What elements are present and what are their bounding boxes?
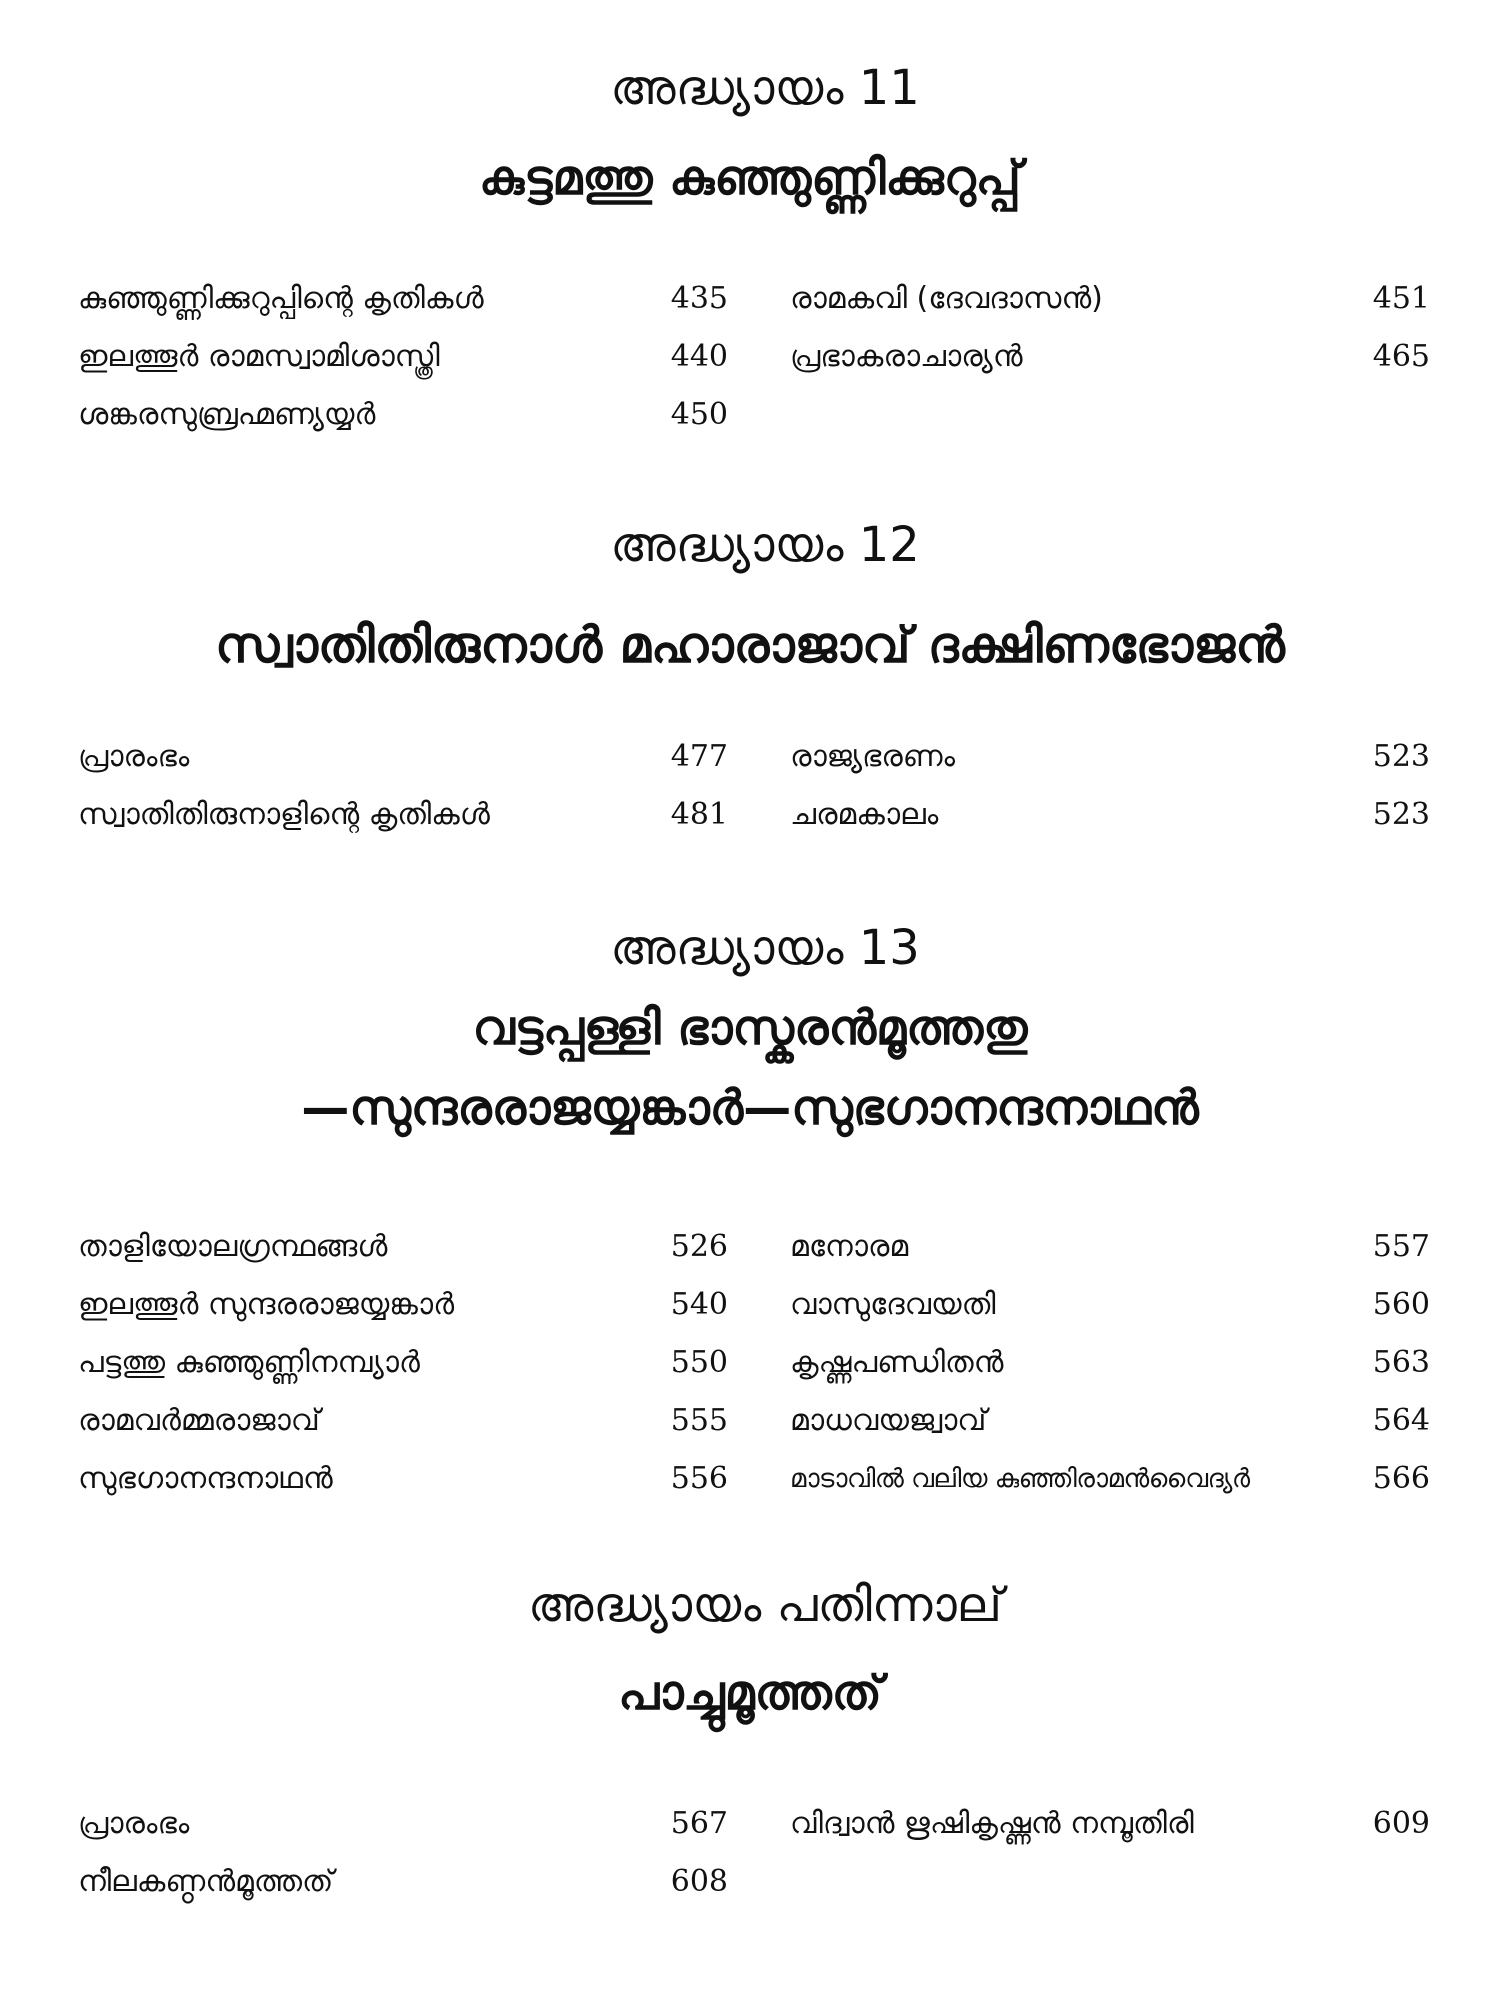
entry-label: മനോരമ bbox=[790, 1229, 909, 1264]
toc-entry[interactable] bbox=[78, 386, 728, 444]
toc-entry[interactable] bbox=[790, 328, 1430, 386]
entry-page-number: 557 bbox=[1372, 1229, 1430, 1264]
toc-entry[interactable] bbox=[78, 1392, 728, 1450]
entries-left-column bbox=[78, 1218, 728, 1508]
toc-entry[interactable] bbox=[78, 728, 728, 786]
entry-label: രാമവർമ്മരാജാവ് bbox=[78, 1403, 320, 1438]
entry-page-number: 540 bbox=[670, 1287, 728, 1322]
entry-page-number: 563 bbox=[1372, 1345, 1430, 1380]
entry-page-number: 450 bbox=[670, 397, 728, 432]
entries-right-column bbox=[790, 1795, 1430, 1853]
entry-page-number: 451 bbox=[1372, 281, 1430, 316]
entry-page-number: 566 bbox=[1372, 1461, 1430, 1496]
toc-entry[interactable] bbox=[78, 1334, 728, 1392]
entry-page-number: 477 bbox=[670, 739, 728, 774]
chapter-subtitle: —സുന്ദരരാജയ്യങ്കാർ—സുഭഗാനന്ദനാഥൻ bbox=[301, 1080, 1199, 1136]
entry-page-number: 523 bbox=[1372, 797, 1430, 832]
entries-left-column bbox=[78, 1795, 728, 1911]
entry-label: പ്രാരംഭം bbox=[78, 1806, 190, 1841]
entry-label: പ്രഭാകരാചാര്യൻ bbox=[790, 339, 1023, 374]
entry-page-number: 550 bbox=[670, 1345, 728, 1380]
entry-label: രാജ്യഭരണം bbox=[790, 739, 956, 774]
toc-entry[interactable] bbox=[78, 1276, 728, 1334]
toc-entry[interactable] bbox=[78, 1795, 728, 1853]
chapter-title: സ്വാതിതിരുനാൾ മഹാരാജാവ് ദക്ഷിണഭോജൻ bbox=[215, 616, 1285, 674]
toc-entry[interactable] bbox=[78, 1450, 728, 1508]
entry-page-number: 608 bbox=[670, 1864, 728, 1899]
entry-label: വാസുദേവയതി bbox=[790, 1287, 996, 1322]
chapter-number: അദ്ധ്യായം 12 bbox=[610, 517, 920, 573]
entry-label: പട്ടത്തു കുഞ്ഞുണ്ണിനമ്പ്യാർ bbox=[78, 1345, 420, 1380]
entries-right-column bbox=[790, 728, 1430, 844]
toc-entry[interactable] bbox=[790, 270, 1430, 328]
entries-left-column bbox=[78, 270, 728, 444]
entry-label: മാധവയജ്വാവ് bbox=[790, 1403, 987, 1438]
toc-entry[interactable] bbox=[790, 1392, 1430, 1450]
entry-page-number: 435 bbox=[670, 281, 728, 316]
toc-entry[interactable] bbox=[790, 1334, 1430, 1392]
toc-entry[interactable] bbox=[790, 1450, 1430, 1508]
entry-label: ഇലത്തൂർ സുന്ദരരാജയ്യങ്കാർ bbox=[78, 1287, 455, 1322]
entry-label: കൃഷ്ണപണ്ഡിതൻ bbox=[790, 1345, 1004, 1380]
entry-page-number: 465 bbox=[1372, 339, 1430, 374]
entries-right-column bbox=[790, 1218, 1430, 1508]
chapter-13-header bbox=[0, 918, 1500, 1138]
entry-page-number: 481 bbox=[670, 797, 728, 832]
entry-label: ശങ്കരസുബ്രഹ്മണ്യയ്യർ bbox=[78, 397, 376, 432]
toc-entry[interactable] bbox=[790, 1276, 1430, 1334]
entry-page-number: 440 bbox=[670, 339, 728, 374]
chapter-number: അദ്ധ്യായം 13 bbox=[610, 920, 920, 976]
entry-page-number: 560 bbox=[1372, 1287, 1430, 1322]
toc-entry[interactable] bbox=[78, 270, 728, 328]
entry-page-number: 564 bbox=[1372, 1403, 1430, 1438]
entry-label: വിദ്വാൻ ഋഷികൃഷ്ണൻ നമ്പൂതിരി bbox=[790, 1806, 1194, 1841]
entry-label: സ്വാതിതിരുനാളിന്റെ കൃതികൾ bbox=[78, 797, 490, 832]
entry-page-number: 556 bbox=[670, 1461, 728, 1496]
entry-label: സുഭഗാനന്ദനാഥൻ bbox=[78, 1461, 333, 1496]
chapter-title: പാച്ചുമൂത്തത് bbox=[618, 1665, 882, 1721]
toc-entry[interactable] bbox=[790, 728, 1430, 786]
toc-entry[interactable] bbox=[790, 1795, 1430, 1853]
entry-page-number: 555 bbox=[670, 1403, 728, 1438]
toc-entry[interactable] bbox=[78, 1853, 728, 1911]
entry-label: കുഞ്ഞുണ്ണിക്കുറുപ്പിന്റെ കൃതികൾ bbox=[78, 281, 484, 316]
toc-entry[interactable] bbox=[790, 1218, 1430, 1276]
entry-label: ചരമകാലം bbox=[790, 797, 939, 832]
toc-entry[interactable] bbox=[790, 786, 1430, 844]
toc-entry[interactable] bbox=[78, 786, 728, 844]
entry-label: താളിയോലഗ്രന്ഥങ്ങൾ bbox=[78, 1229, 388, 1264]
chapter-title: വട്ടപ്പള്ളി ഭാസ്കരൻമൂത്തതു bbox=[472, 1000, 1028, 1056]
entry-label: പ്രാരംഭം bbox=[78, 739, 190, 774]
entry-label: നീലകണ്ഠൻമൂത്തത് bbox=[78, 1864, 334, 1899]
chapter-14-header bbox=[0, 1575, 1500, 1723]
entry-page-number: 609 bbox=[1372, 1806, 1430, 1841]
entry-label: മാടാവിൽ വലിയ കുഞ്ഞിരാമൻവൈദ്യർ bbox=[790, 1464, 1250, 1494]
chapter-number: അദ്ധ്യായം 11 bbox=[610, 60, 920, 116]
entry-label: രാമകവി (ദേവദാസൻ) bbox=[790, 281, 1103, 316]
chapter-12-header bbox=[0, 515, 1500, 675]
toc-entry[interactable] bbox=[78, 328, 728, 386]
entry-page-number: 523 bbox=[1372, 739, 1430, 774]
chapter-11-header bbox=[0, 58, 1500, 208]
chapter-number: അദ്ധ്യായം പതിന്നാല് bbox=[527, 1577, 1003, 1633]
entry-label: ഇലത്തൂർ രാമസ്വാമിശാസ്ത്രി bbox=[78, 339, 440, 374]
toc-entry[interactable] bbox=[78, 1218, 728, 1276]
entry-page-number: 567 bbox=[670, 1806, 728, 1841]
entries-left-column bbox=[78, 728, 728, 844]
entry-page-number: 526 bbox=[670, 1229, 728, 1264]
chapter-title: കുട്ടമത്തു കുഞ്ഞുണ്ണിക്കുറുപ്പ് bbox=[479, 150, 1021, 206]
entries-right-column bbox=[790, 270, 1430, 386]
